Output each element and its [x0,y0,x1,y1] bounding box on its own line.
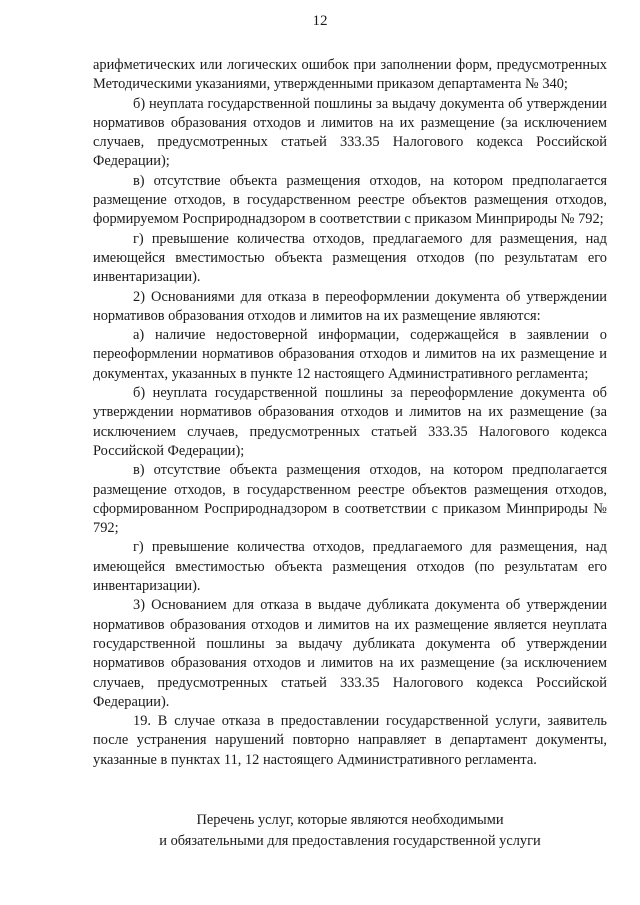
paragraph-1b-state-fee: б) неуплата государственной пошлины за выдачу документа об утверждении нормативов образования отходов и лимитов на их размещение (за исключением случаев, предусмотренных статьей 333.35 Налогового кодекса Российской Федерации); [93,95,607,170]
paragraph-19-refusal: 19. В случае отказа в предоставлении государственной услуги, заявитель после устранения нарушений повторно направляет в департамент документы, указанные в пунктах 11, 12 настоящего Административного регламента. [93,713,607,768]
paragraph-3-duplicate-grounds: 3) Основанием для отказа в выдаче дубликата документа об утверждении нормативов образования отходов и лимитов на их размещение является неуплата государственной пошлины за выдачу дубликата документа об утверждении нормативов образования отходов и лимитов на их размещение (за исключением случаев, предусмотренных статьей 333.35 Налогового кодекса Российской Федерации). [93,597,607,710]
paragraph-2-reissue-grounds: 2) Основаниями для отказа в переоформлении документа об утверждении нормативов образования отходов и лимитов на их размещение являются: [93,288,607,324]
section-heading [93,810,607,852]
paragraph-2c-no-facility: в) отсутствие объекта размещения отходов, на котором предполагается размещение отходов, в государственном реестре объектов размещения отходов, сформированном Росприроднадзором в соответствии с приказом Минприроды № 792; [93,462,607,537]
paragraph-1c-no-facility: в) отсутствие объекта размещения отходов, на котором предполагается размещение отходов, в государственном реестре объектов размещения отходов, формируемом Росприроднадзором в соответствии с приказом Минприроды № 792; [93,172,607,228]
paragraph-2d-capacity-exceeded: г) превышение количества отходов, предлагаемого для размещения, над имеющейся вместимостью объекта размещения отходов (по результатам его инвентаризации). [93,539,607,595]
section-heading-line-2: и обязательными для предоставления государственной услуги [159,832,541,849]
document-body [93,56,607,852]
paragraph-2b-state-fee: б) неуплата государственной пошлины за переоформление документа об утверждении нормативов образования отходов и лимитов на их размещение (за исключением случаев, предусмотренных статьей 333.35 Налогового кодекса Российской Федерации); [93,385,607,459]
section-heading-line-1: Перечень услуг, которые являются необходимыми [196,811,504,828]
paragraph-2a-false-info: а) наличие недостоверной информации, содержащейся в заявлении о переоформлении нормативов образования отходов и лимитов на их размещение и документах, указанных в пункте 12 настоящего Административного регламента; [93,327,607,382]
page-number: 12 [312,13,328,29]
paragraph-1d-capacity-exceeded: г) превышение количества отходов, предлагаемого для размещения, над имеющейся вместимостью объекта размещения отходов (по результатам его инвентаризации). [93,230,607,286]
paragraph-continuation: арифметических или логических ошибок при заполнении форм, предусмотренных Методическими указаниями, утвержденными приказом департамента № 340; [93,57,607,93]
